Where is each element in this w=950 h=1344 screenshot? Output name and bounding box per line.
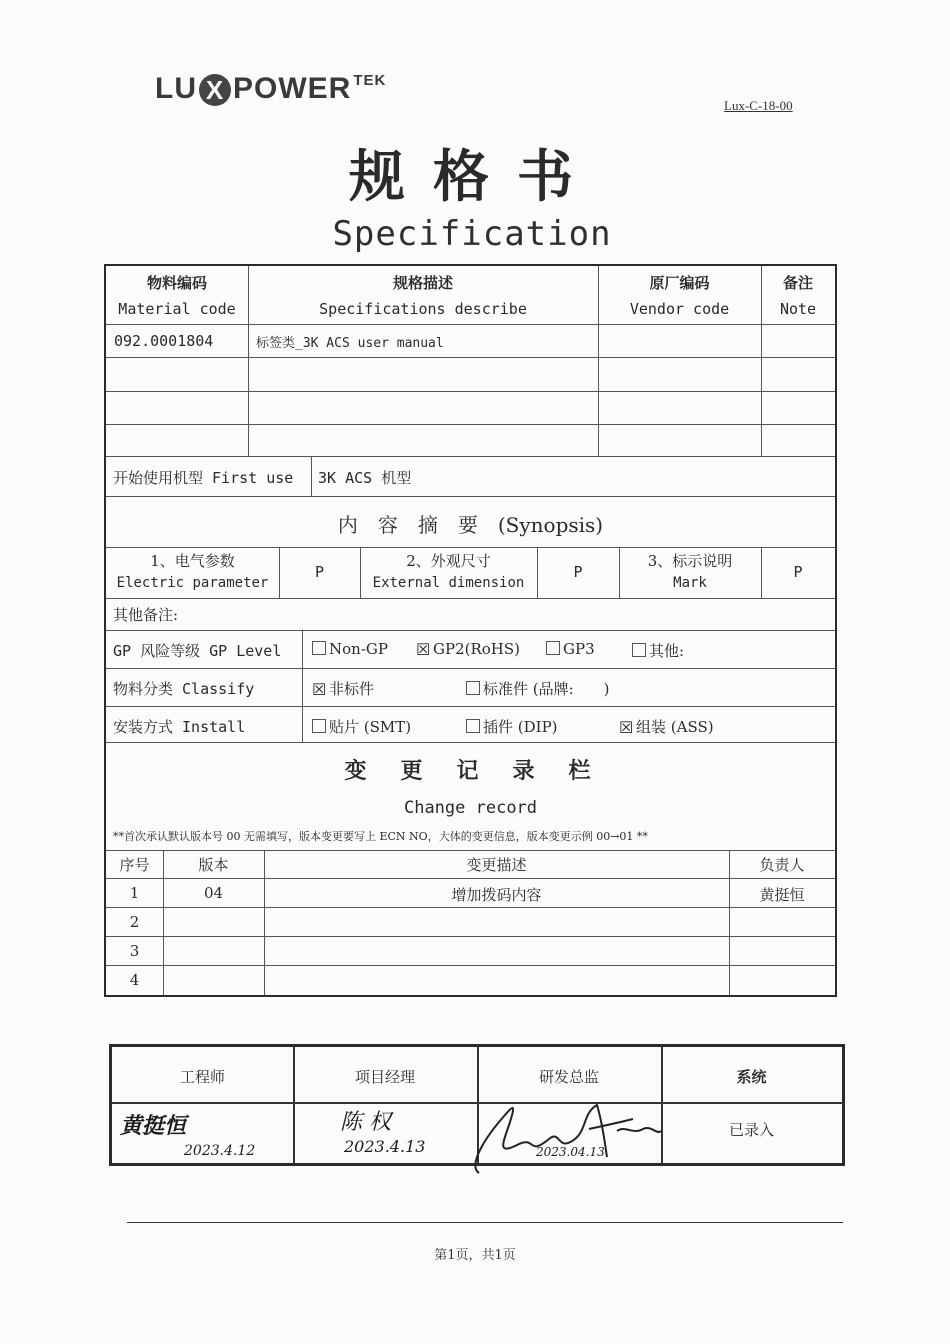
change-header-owner: 负责人 <box>759 856 805 874</box>
install-label: 安装方式 Install <box>113 718 246 736</box>
classify-option-standard[interactable] <box>466 678 610 699</box>
pm-signature: 陈 权 <box>340 1110 391 1135</box>
header-material-en: Material code <box>118 300 236 318</box>
synopsis-mark-cn: 3、标示说明 <box>647 552 733 570</box>
logo-sup: TEK <box>353 72 387 89</box>
system-status: 已录入 <box>728 1121 774 1139</box>
option-label: 标准件 (品牌: ) <box>483 680 610 698</box>
director-signature <box>457 1095 667 1179</box>
document-number: Lux-C-18-00 <box>724 98 793 113</box>
option-label: GP2(RoHS) <box>433 640 521 658</box>
change-row-no: 2 <box>129 913 140 931</box>
option-label: Non-GP <box>329 640 388 658</box>
install-option-dip[interactable] <box>466 716 558 737</box>
header-note-en: Note <box>779 300 817 318</box>
company-logo <box>155 72 386 106</box>
header-vendor-cn: 原厂编码 <box>649 274 710 292</box>
synopsis-dimension-cn: 2、外观尺寸 <box>406 552 491 570</box>
sig-header-system: 系统 <box>736 1068 767 1086</box>
sig-header-engineer: 工程师 <box>179 1068 225 1086</box>
option-label: GP3 <box>563 640 595 658</box>
option-label: 其他: <box>649 642 685 660</box>
checkbox-checked[interactable]: ☒ <box>312 680 327 699</box>
option-label: 插件 (DIP) <box>483 718 558 736</box>
install-option-ass[interactable] <box>619 716 714 737</box>
synopsis-dimension-value: P <box>573 563 583 581</box>
gp-option-gp2[interactable] <box>416 640 520 658</box>
change-row-version: 04 <box>203 884 224 902</box>
change-row-owner: 黄挺恒 <box>759 886 805 904</box>
install-option-smt[interactable] <box>312 716 411 737</box>
director-date: 2023.04.13 <box>536 1145 605 1159</box>
engineer-signature: 黄挺恒 <box>120 1113 187 1139</box>
classify-option-nonstandard[interactable] <box>312 678 374 699</box>
checkbox[interactable] <box>546 641 560 655</box>
change-header-no: 序号 <box>119 856 150 874</box>
header-material-cn: 物料编码 <box>146 274 207 292</box>
checkbox[interactable] <box>466 681 480 695</box>
change-row-desc: 增加拨码内容 <box>451 886 542 904</box>
signature-table <box>109 1044 845 1166</box>
classify-label: 物料分类 Classify <box>113 680 255 698</box>
option-label: 非标件 <box>329 680 375 698</box>
logo-x-icon: X <box>199 74 231 106</box>
gp-option-other[interactable] <box>632 640 684 661</box>
pm-date: 2023.4.13 <box>344 1137 426 1156</box>
checkbox[interactable] <box>312 719 326 733</box>
header-vendor-en: Vendor code <box>629 300 730 318</box>
page-title-cn: 规格书 <box>349 145 601 210</box>
checkbox-checked[interactable]: ☒ <box>416 640 431 659</box>
synopsis-electric-cn: 1、电气参数 <box>150 552 235 570</box>
change-header-desc: 变更描述 <box>466 856 527 874</box>
synopsis-mark-en: Mark <box>673 575 707 591</box>
header-description-cn: 规格描述 <box>392 274 453 292</box>
synopsis-electric-value: P <box>314 563 325 581</box>
first-use-value: 3K ACS 机型 <box>318 469 412 487</box>
header-note-cn: 备注 <box>782 274 813 292</box>
change-row-no: 3 <box>129 942 140 960</box>
sig-header-director: 研发总监 <box>538 1068 599 1086</box>
footer-divider <box>127 1222 843 1223</box>
material-code-value: 092.0001804 <box>114 332 214 350</box>
change-record-title-cn: 变 更 记 录 栏 <box>344 758 597 784</box>
checkbox[interactable] <box>312 641 326 655</box>
page-number: 第1页，共1页 <box>434 1248 516 1263</box>
engineer-date: 2023.4.12 <box>184 1143 256 1159</box>
checkbox-checked[interactable]: ☒ <box>619 718 634 737</box>
checkbox[interactable] <box>632 643 646 657</box>
change-record-note: **首次承认默认版本号 00 无需填写，版本变更要写上 ECN NO，大体的变更信息，版本变更示例 00→01 ** <box>113 830 648 843</box>
description-value: 标签类_3K ACS user manual <box>256 336 444 351</box>
change-header-version: 版本 <box>198 856 229 874</box>
option-label: 贴片 (SMT) <box>329 718 412 736</box>
change-row-no: 1 <box>129 884 140 902</box>
other-notes-label: 其他备注: <box>113 606 179 624</box>
change-record-title-en: Change record <box>403 798 538 818</box>
spec-table <box>104 264 837 997</box>
header-description-en: Specifications describe <box>319 300 527 318</box>
synopsis-title: 内 容 摘 要 (Synopsis) <box>337 513 604 537</box>
synopsis-mark-value: P <box>793 563 803 581</box>
synopsis-electric-en: Electric parameter <box>116 575 269 591</box>
first-use-label: 开始使用机型 First use <box>113 469 294 487</box>
page-title-en: Specification <box>332 214 612 254</box>
sig-header-pm: 项目经理 <box>354 1068 415 1086</box>
logo-text-left: LU <box>155 72 197 105</box>
checkbox[interactable] <box>466 719 480 733</box>
change-row-no: 4 <box>129 971 140 989</box>
option-label: 组装 (ASS) <box>636 718 714 736</box>
gp-option-nongp[interactable] <box>312 640 388 658</box>
gp-option-gp3[interactable] <box>546 640 595 658</box>
synopsis-dimension-en: External dimension <box>372 575 525 591</box>
logo-text-right: POWER <box>233 72 352 105</box>
gp-level-label: GP 风险等级 GP Level <box>113 642 282 660</box>
